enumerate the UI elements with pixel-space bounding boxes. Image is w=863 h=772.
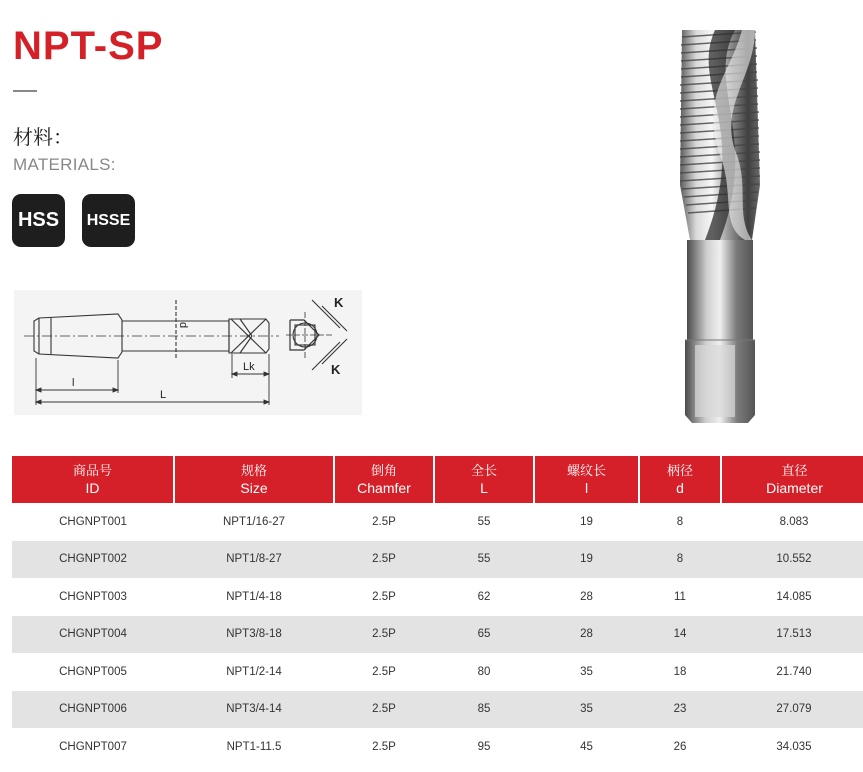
- materials-label-cn: 材料：: [13, 125, 73, 149]
- cell-size: NPT1-11.5: [226, 740, 282, 753]
- dim-label-k-bottom: K: [331, 362, 341, 377]
- cell-overall-length: 65: [434, 616, 534, 654]
- cell-chamfer: 2.5P: [334, 616, 434, 654]
- cell-diameter: 27.079: [721, 691, 863, 729]
- cell-size: NPT3/4-14: [174, 691, 334, 729]
- material-badge-hsse: HSSE: [82, 194, 135, 247]
- cell-overall-length: 62: [477, 590, 491, 603]
- cell-chamfer: 2.5P: [372, 515, 396, 528]
- cell-thread-length: 28: [580, 590, 593, 603]
- spiral-tap-product-image: [660, 25, 780, 430]
- cell-diameter: 34.035: [776, 740, 812, 753]
- materials-label-en: MATERIALS:: [13, 155, 116, 174]
- table-row: [12, 616, 863, 654]
- dim-label-d: d: [177, 322, 189, 329]
- header-size: 规格 Size: [174, 456, 334, 503]
- header-shank-diameter: 柄径 d: [639, 456, 721, 503]
- dim-label-total-length: L: [160, 389, 167, 401]
- cell-id: CHGNPT004: [12, 616, 174, 654]
- header-id: 商品号 ID: [12, 456, 174, 503]
- cell-diameter: 21.740: [776, 665, 812, 678]
- cell-size: NPT1/2-14: [226, 665, 282, 678]
- cell-chamfer: 2.5P: [372, 590, 396, 603]
- cell-thread-length: 19: [580, 515, 593, 528]
- table-header-row: [12, 456, 863, 503]
- material-badge-hss: HSS: [12, 194, 65, 247]
- table-row: [12, 541, 863, 579]
- dim-label-k-top: K: [334, 295, 344, 310]
- cell-chamfer: 2.5P: [334, 541, 434, 579]
- cell-shank-diameter: 26: [673, 740, 687, 753]
- dim-label-l: l: [72, 377, 75, 389]
- cell-size: NPT3/8-18: [174, 616, 334, 654]
- cell-thread-length: 19: [534, 541, 639, 579]
- cell-id: CHGNPT007: [59, 740, 127, 753]
- title-divider: [13, 90, 37, 92]
- cell-overall-length: 80: [477, 665, 491, 678]
- tap-dimension-drawing: [14, 290, 362, 415]
- cell-thread-length: 28: [534, 616, 639, 654]
- cell-id: CHGNPT006: [12, 691, 174, 729]
- cell-overall-length: 55: [477, 515, 491, 528]
- cell-chamfer: 2.5P: [372, 665, 396, 678]
- cell-chamfer: 2.5P: [334, 691, 434, 729]
- cell-diameter: 14.085: [776, 590, 812, 603]
- cell-overall-length: 55: [434, 541, 534, 579]
- table-row: [12, 691, 863, 729]
- header-chamfer: 倒角 Chamfer: [334, 456, 434, 503]
- header-thread-length: 螺纹长 l: [534, 456, 639, 503]
- cell-size: NPT1/8-27: [174, 541, 334, 579]
- table-row: [12, 503, 863, 541]
- cell-diameter: 17.513: [721, 616, 863, 654]
- cell-overall-length: 95: [477, 740, 491, 753]
- cell-shank-diameter: 8: [676, 515, 684, 528]
- spec-table: [12, 456, 863, 766]
- cell-size: NPT1/4-18: [226, 590, 282, 603]
- table-row: [12, 728, 863, 766]
- cell-chamfer: 2.5P: [372, 740, 396, 753]
- table-row: [12, 578, 863, 616]
- cell-shank-diameter: 11: [674, 590, 686, 603]
- cell-shank-diameter: 18: [673, 665, 687, 678]
- cell-id: CHGNPT001: [59, 515, 127, 528]
- cell-size: NPT1/16-27: [222, 515, 285, 528]
- table-row: [12, 653, 863, 691]
- cell-thread-length: 35: [580, 665, 593, 678]
- dim-label-lk: Lk: [243, 361, 255, 373]
- cell-id: CHGNPT005: [59, 665, 127, 678]
- cell-shank-diameter: 8: [639, 541, 721, 579]
- page-title: NPT-SP: [13, 24, 164, 68]
- cell-thread-length: 45: [580, 740, 593, 753]
- cell-id: CHGNPT003: [59, 590, 127, 603]
- cell-id: CHGNPT002: [12, 541, 174, 579]
- header-overall-length: 全长 L: [434, 456, 534, 503]
- cell-shank-diameter: 23: [639, 691, 721, 729]
- header-diameter: 直径 Diameter: [721, 456, 863, 503]
- cell-diameter: 8.083: [779, 515, 809, 528]
- cell-shank-diameter: 14: [639, 616, 721, 654]
- cell-diameter: 10.552: [721, 541, 863, 579]
- cell-thread-length: 35: [534, 691, 639, 729]
- cell-overall-length: 85: [434, 691, 534, 729]
